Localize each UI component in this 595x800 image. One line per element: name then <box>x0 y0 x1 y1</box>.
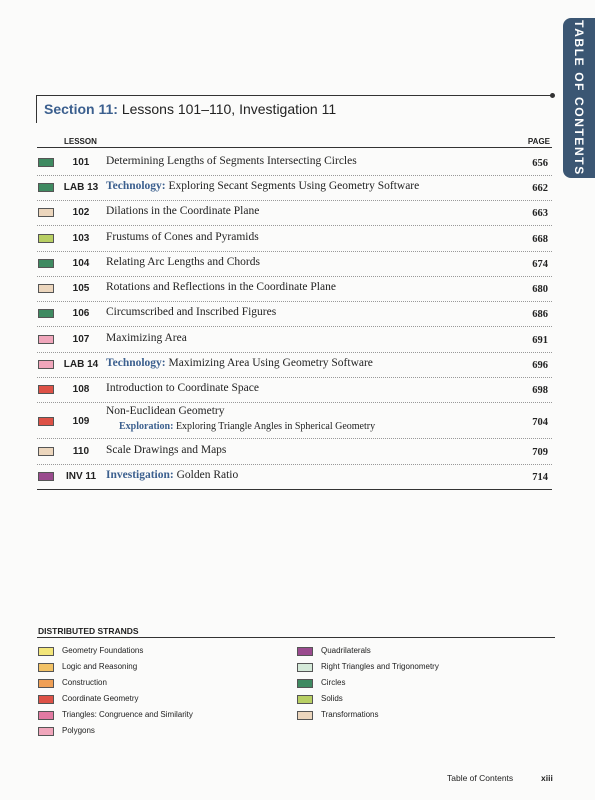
page-number: 663 <box>532 208 548 219</box>
strand-color-swatch <box>38 335 54 344</box>
subtitle-text: Exploring Triangle Angles in Spherical Geometry <box>173 421 376 432</box>
strand-swatch <box>38 647 54 656</box>
lesson-title-text: Circumscribed and Inscribed Figures <box>106 306 277 318</box>
lesson-number: 106 <box>72 308 90 319</box>
lesson-number: INV 11 <box>65 471 97 482</box>
lesson-number: 107 <box>72 334 90 345</box>
strand-swatch <box>297 663 313 672</box>
toc-row[interactable] <box>37 306 552 326</box>
strands-heading: DISTRIBUTED STRANDS <box>38 626 139 636</box>
lesson-column-header: LESSON <box>64 137 97 146</box>
row-divider <box>37 464 552 465</box>
strands-rule <box>37 637 555 638</box>
lesson-title <box>106 306 276 318</box>
strand-swatch <box>38 727 54 736</box>
strand-swatch <box>297 647 313 656</box>
lesson-title-text: Determining Lengths of Segments Intersecting Circles <box>106 155 357 167</box>
strand-label: Quadrilaterals <box>321 646 371 655</box>
lesson-title-text: Relating Arc Lengths and Chords <box>106 256 260 268</box>
strand-swatch <box>38 663 54 672</box>
lesson-title-text: Introduction to Coordinate Space <box>106 382 259 394</box>
strand-color-swatch <box>38 158 54 167</box>
page-number: 662 <box>532 183 548 194</box>
lesson-title <box>106 469 238 481</box>
strand-label: Triangles: Congruence and Similarity <box>62 710 193 719</box>
page-number: 656 <box>532 158 548 169</box>
lesson-number: 108 <box>72 384 90 395</box>
lesson-type-tag: Technology: <box>106 357 166 369</box>
row-divider <box>37 402 552 403</box>
toc-row[interactable] <box>37 405 552 438</box>
lesson-title <box>106 155 357 167</box>
strand-color-swatch <box>38 360 54 369</box>
strand-label: Circles <box>321 678 346 687</box>
strand-color-swatch <box>38 208 54 217</box>
toc-row[interactable] <box>37 155 552 175</box>
lesson-title <box>106 357 373 369</box>
strand-label: Right Triangles and Trigonometry <box>321 662 439 671</box>
strand-label: Polygons <box>62 726 95 735</box>
lesson-title <box>106 180 419 192</box>
strand-color-swatch <box>38 417 54 426</box>
section-number: Section 11: <box>44 101 118 117</box>
lesson-title-text: Golden Ratio <box>173 469 239 481</box>
row-divider <box>37 438 552 439</box>
strand-color-swatch <box>38 284 54 293</box>
toc-row[interactable] <box>37 332 552 352</box>
strand-label: Geometry Foundations <box>62 646 144 655</box>
lesson-subtitle <box>119 421 375 432</box>
strand-swatch <box>297 711 313 720</box>
strand-color-swatch <box>38 183 54 192</box>
lesson-number: 103 <box>72 233 90 244</box>
lesson-title <box>106 231 259 243</box>
lesson-number: 101 <box>72 157 90 168</box>
subtitle-tag: Exploration: <box>119 421 174 432</box>
header-rule <box>37 147 552 148</box>
strand-label: Transformations <box>321 710 379 719</box>
lesson-type-tag: Investigation: <box>106 469 174 481</box>
lesson-type-tag: Technology: <box>106 180 166 192</box>
toc-row[interactable] <box>37 281 552 301</box>
lesson-title <box>106 405 224 417</box>
page-number: 668 <box>532 234 548 245</box>
strand-color-swatch <box>38 234 54 243</box>
strand-label: Coordinate Geometry <box>62 694 139 703</box>
strand-swatch <box>38 711 54 720</box>
toc-row[interactable] <box>37 256 552 276</box>
footer-label: Table of Contents <box>447 773 514 783</box>
page-number: 714 <box>532 472 548 483</box>
page-number: 674 <box>532 259 548 270</box>
page-number: 696 <box>532 360 548 371</box>
page-number: 691 <box>532 335 548 346</box>
lesson-title-text: Exploring Secant Segments Using Geometry Software <box>165 180 420 192</box>
lesson-title <box>106 256 260 268</box>
lesson-title <box>106 444 226 456</box>
lesson-title-text: Dilations in the Coordinate Plane <box>106 205 260 217</box>
lesson-number: LAB 14 <box>63 359 99 370</box>
toc-row[interactable] <box>37 180 552 200</box>
strand-swatch <box>297 695 313 704</box>
lesson-title <box>106 205 259 217</box>
strand-swatch <box>297 679 313 688</box>
lesson-title-text: Maximizing Area <box>106 332 187 344</box>
row-divider <box>37 301 552 302</box>
strand-label: Logic and Reasoning <box>62 662 138 671</box>
toc-row[interactable] <box>37 231 552 251</box>
strand-swatch <box>38 679 54 688</box>
row-divider <box>37 377 552 378</box>
strand-color-swatch <box>38 447 54 456</box>
page-number: 709 <box>532 447 548 458</box>
toc-row[interactable] <box>37 382 552 402</box>
row-divider <box>37 175 552 176</box>
toc-row[interactable] <box>37 205 552 225</box>
page-number: 680 <box>532 284 548 295</box>
strand-label: Solids <box>321 694 343 703</box>
lesson-number: 109 <box>72 416 90 427</box>
lesson-number: LAB 13 <box>63 182 99 193</box>
toc-row[interactable] <box>37 469 552 489</box>
lesson-number: 102 <box>72 207 90 218</box>
lesson-title <box>106 332 187 344</box>
lesson-number: 104 <box>72 258 90 269</box>
row-divider <box>37 352 552 353</box>
strand-swatch <box>38 695 54 704</box>
row-divider <box>37 326 552 327</box>
lesson-title <box>106 382 259 394</box>
toc-row[interactable] <box>37 357 552 377</box>
section-name: Lessons 101–110, Investigation 11 <box>121 101 337 117</box>
side-tab[interactable] <box>563 18 595 178</box>
footer-page-number: xiii <box>541 773 553 783</box>
toc-row[interactable] <box>37 444 552 464</box>
lesson-title-text: Non-Euclidean Geometry <box>106 405 225 417</box>
lesson-number: 110 <box>72 446 90 457</box>
row-divider <box>37 225 552 226</box>
lesson-title-text: Frustums of Cones and Pyramids <box>106 231 259 243</box>
lesson-title-text: Rotations and Reflections in the Coordinate Plane <box>106 281 336 293</box>
lesson-title <box>106 281 336 293</box>
row-divider <box>37 200 552 201</box>
page-column-header: PAGE <box>527 137 550 146</box>
strand-color-swatch <box>38 472 54 481</box>
row-divider <box>37 251 552 252</box>
lesson-title-text: Scale Drawings and Maps <box>106 444 227 456</box>
toc-end-rule <box>37 489 552 490</box>
lesson-number: 105 <box>72 283 90 294</box>
strand-color-swatch <box>38 309 54 318</box>
section-title <box>44 101 336 117</box>
strand-color-swatch <box>38 385 54 394</box>
page-number: 698 <box>532 385 548 396</box>
page-number: 686 <box>532 309 548 320</box>
strand-label: Construction <box>62 678 107 687</box>
lesson-title-text: Maximizing Area Using Geometry Software <box>165 357 373 369</box>
strand-color-swatch <box>38 259 54 268</box>
side-tab-label: TABLE OF CONTENTS <box>572 20 586 176</box>
page-number: 704 <box>532 417 548 428</box>
row-divider <box>37 276 552 277</box>
